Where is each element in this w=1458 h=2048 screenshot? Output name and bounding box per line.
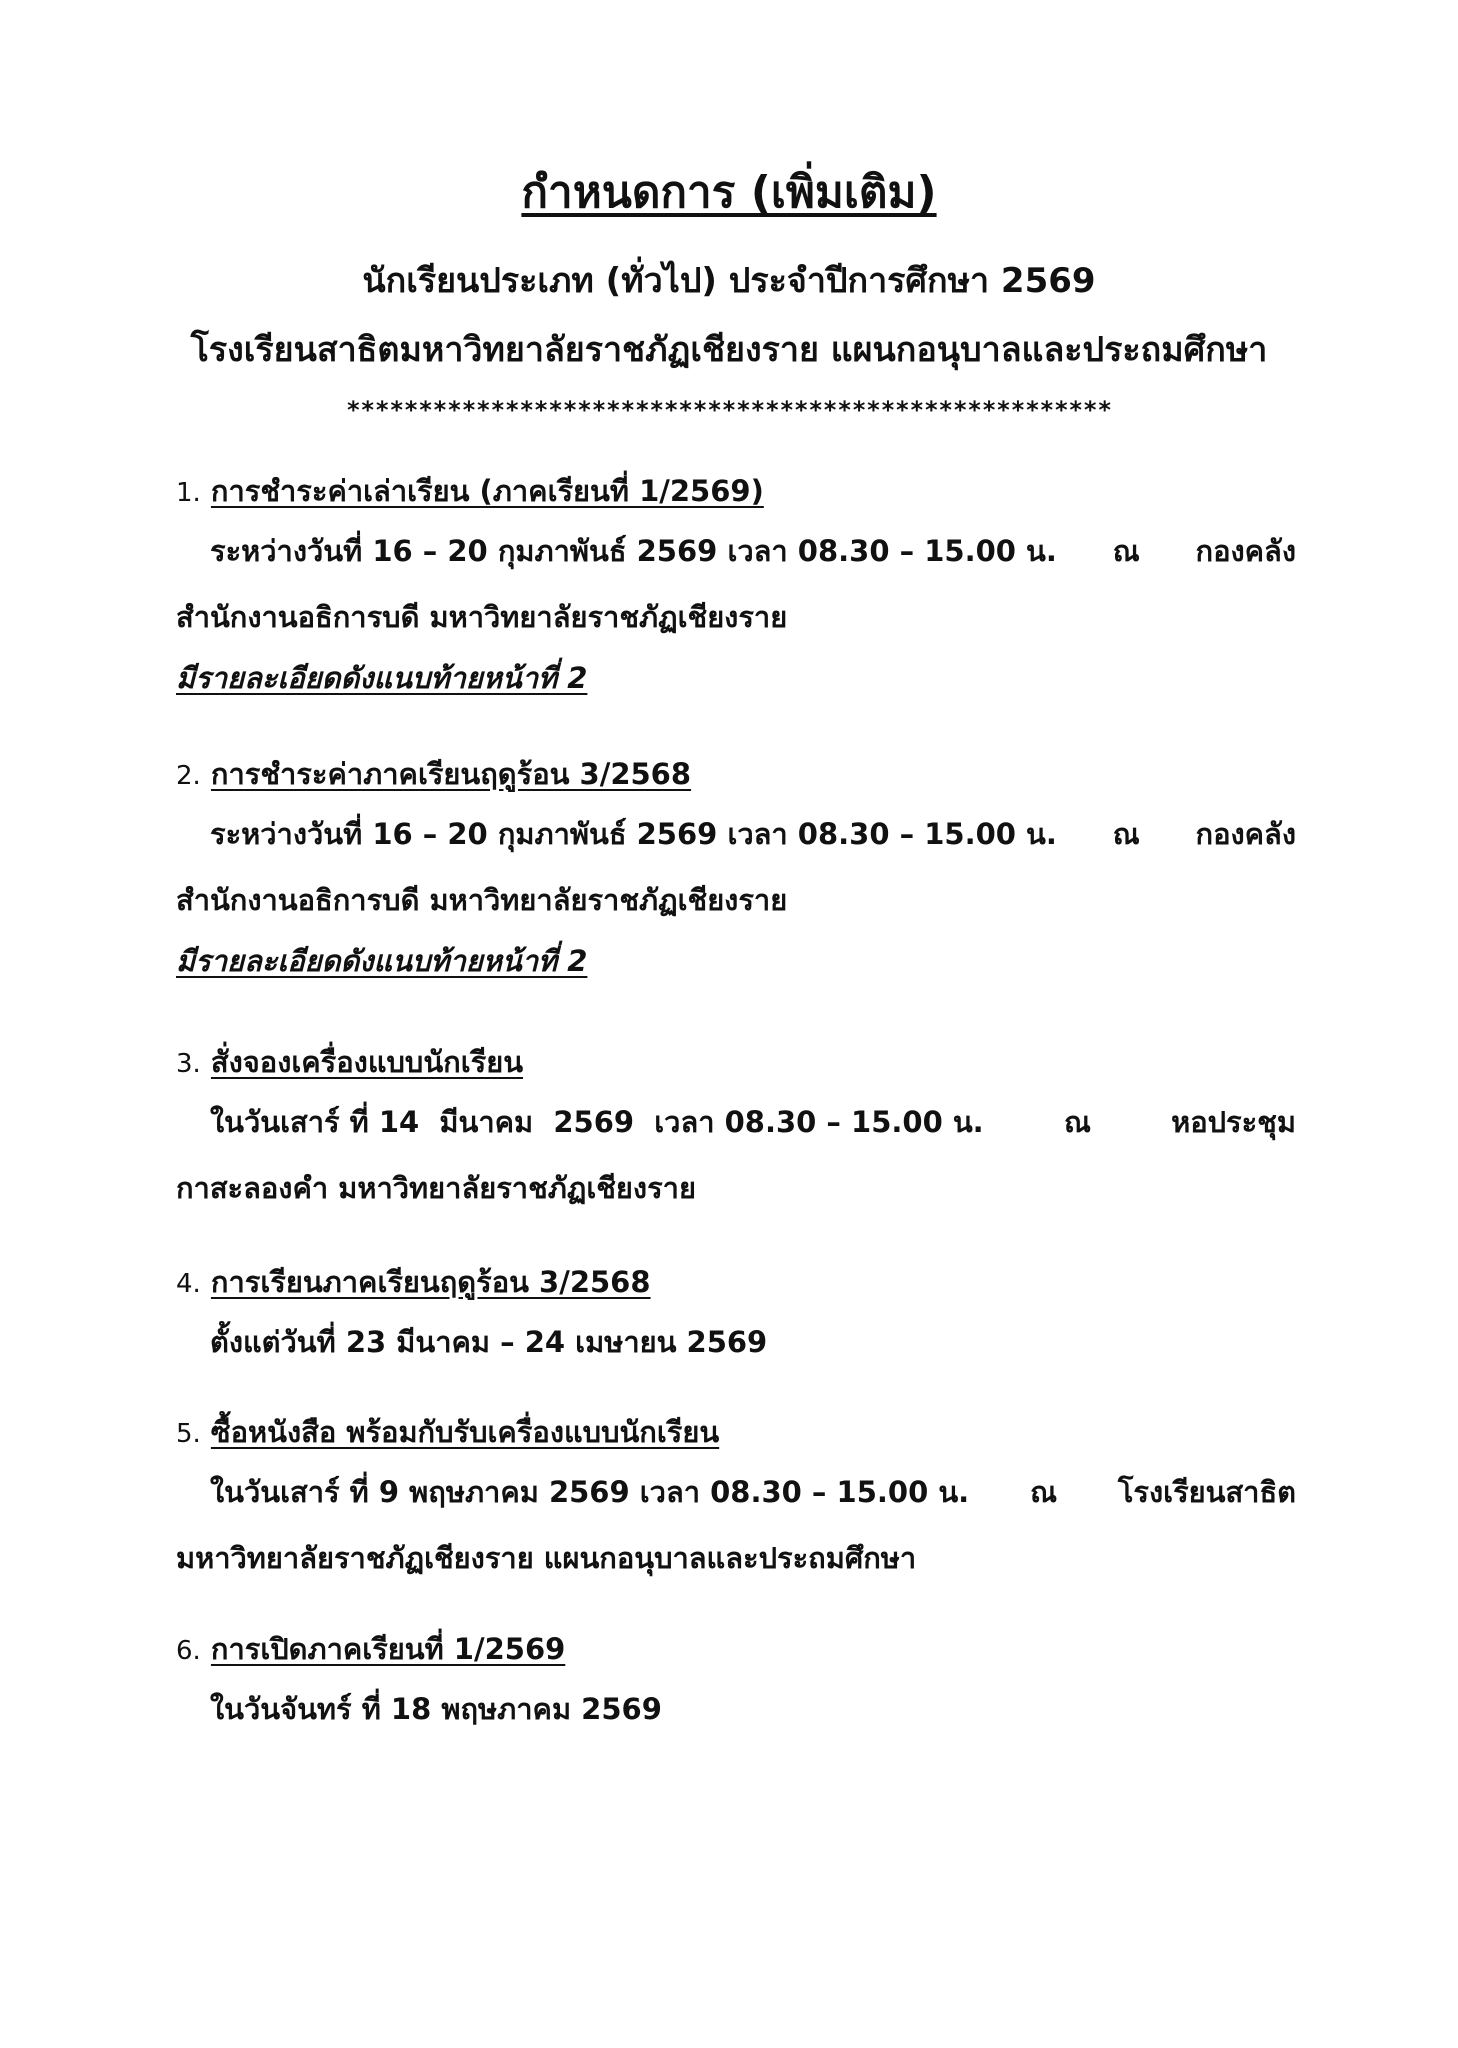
section-title: การเปิดภาคเรียนที่ 1/2569 — [210, 1632, 566, 1666]
detail-at: ณ — [1030, 1475, 1057, 1509]
section-detail-line-2: สำนักงานอธิการบดี มหาวิทยาลัยราชภัฏเชียงราย — [176, 600, 788, 634]
section-detail-line-2: กาสะลองคำ มหาวิทยาลัยราชภัฏเชียงราย — [176, 1171, 696, 1205]
section-heading — [176, 749, 1306, 801]
section-book-purchase — [176, 1407, 1306, 1591]
detail-date-time: ระหว่างวันที่ 16 – 20 กุมภาพันธ์ 2569 เวลา 08.30 – 15.00 น. — [210, 817, 1057, 851]
section-note: มีรายละเอียดดังแนบท้ายหน้าที่ 2 — [176, 944, 588, 978]
detail-at: ณ — [1112, 534, 1140, 568]
detail-at: ณ — [1112, 817, 1140, 851]
detail-at: ณ — [1063, 1105, 1091, 1139]
section-semester-opening — [176, 1624, 1306, 1742]
detail-place: โรงเรียนสาธิต — [1117, 1475, 1296, 1509]
section-detail-line — [176, 1459, 1306, 1525]
page-subtitle-school: โรงเรียนสาธิตมหาวิทยาลัยราชภัฏเชียงราย แผนกอนุบาลและประถมศึกษา — [190, 330, 1268, 370]
section-detail-line — [176, 1089, 1306, 1155]
section-number: 2. — [176, 761, 201, 791]
section-number: 6. — [176, 1636, 201, 1666]
section-heading — [176, 1257, 1306, 1309]
section-uniform-order — [176, 1037, 1306, 1221]
section-detail-line: ตั้งแต่วันที่ 23 มีนาคม – 24 เมษายน 2569 — [210, 1325, 768, 1359]
section-detail-row — [210, 518, 1296, 584]
section-detail-line — [176, 518, 1306, 584]
section-detail-row — [210, 1089, 1296, 1155]
section-detail-line-2: มหาวิทยาลัยราชภัฏเชียงราย แผนกอนุบาลและประถมศึกษา — [176, 1541, 917, 1575]
section-note: มีรายละเอียดดังแนบท้ายหน้าที่ 2 — [176, 661, 588, 695]
section-number: 4. — [176, 1269, 201, 1299]
section-title: การชำระค่าภาคเรียนฤดูร้อน 3/2568 — [210, 757, 692, 791]
section-summer-payment — [176, 749, 1306, 989]
section-heading — [176, 1037, 1306, 1089]
section-summer-study — [176, 1257, 1306, 1375]
section-detail-row — [210, 801, 1296, 867]
section-detail-row — [210, 1459, 1296, 1525]
section-heading — [176, 466, 1306, 518]
section-title: การเรียนภาคเรียนฤดูร้อน 3/2568 — [210, 1265, 651, 1299]
page-title: กำหนดการ (เพิ่มเติม) — [521, 167, 937, 218]
section-number: 3. — [176, 1049, 201, 1079]
detail-date-time: ในวันเสาร์ ที่ 14 มีนาคม 2569 เวลา 08.30 – 15.00 น. — [210, 1105, 984, 1139]
section-heading — [176, 1624, 1306, 1676]
detail-place: กองคลัง — [1195, 534, 1296, 568]
detail-date-time: ในวันเสาร์ ที่ 9 พฤษภาคม 2569 เวลา 08.30 – 15.00 น. — [210, 1475, 970, 1509]
section-detail-line — [176, 801, 1306, 867]
section-title: ซื้อหนังสือ พร้อมกับรับเครื่องแบบนักเรียน — [210, 1415, 720, 1449]
section-title: สั่งจองเครื่องแบบนักเรียน — [210, 1045, 524, 1079]
section-number: 1. — [176, 478, 201, 508]
section-number: 5. — [176, 1419, 201, 1449]
detail-place: กองคลัง — [1195, 817, 1296, 851]
section-detail-line: ในวันจันทร์ ที่ 18 พฤษภาคม 2569 — [210, 1692, 662, 1726]
separator-asterisks: ***************************************************** — [346, 396, 1112, 424]
detail-date-time: ระหว่างวันที่ 16 – 20 กุมภาพันธ์ 2569 เวลา 08.30 – 15.00 น. — [210, 534, 1057, 568]
section-detail-line-2: สำนักงานอธิการบดี มหาวิทยาลัยราชภัฏเชียงราย — [176, 883, 788, 917]
section-tuition-payment — [176, 466, 1306, 706]
section-heading — [176, 1407, 1306, 1459]
page-subtitle-student-type: นักเรียนประเภท (ทั่วไป) ประจำปีการศึกษา 2569 — [362, 261, 1096, 301]
section-title: การชำระค่าเล่าเรียน (ภาคเรียนที่ 1/2569) — [210, 474, 764, 508]
detail-place: หอประชุม — [1171, 1105, 1296, 1139]
